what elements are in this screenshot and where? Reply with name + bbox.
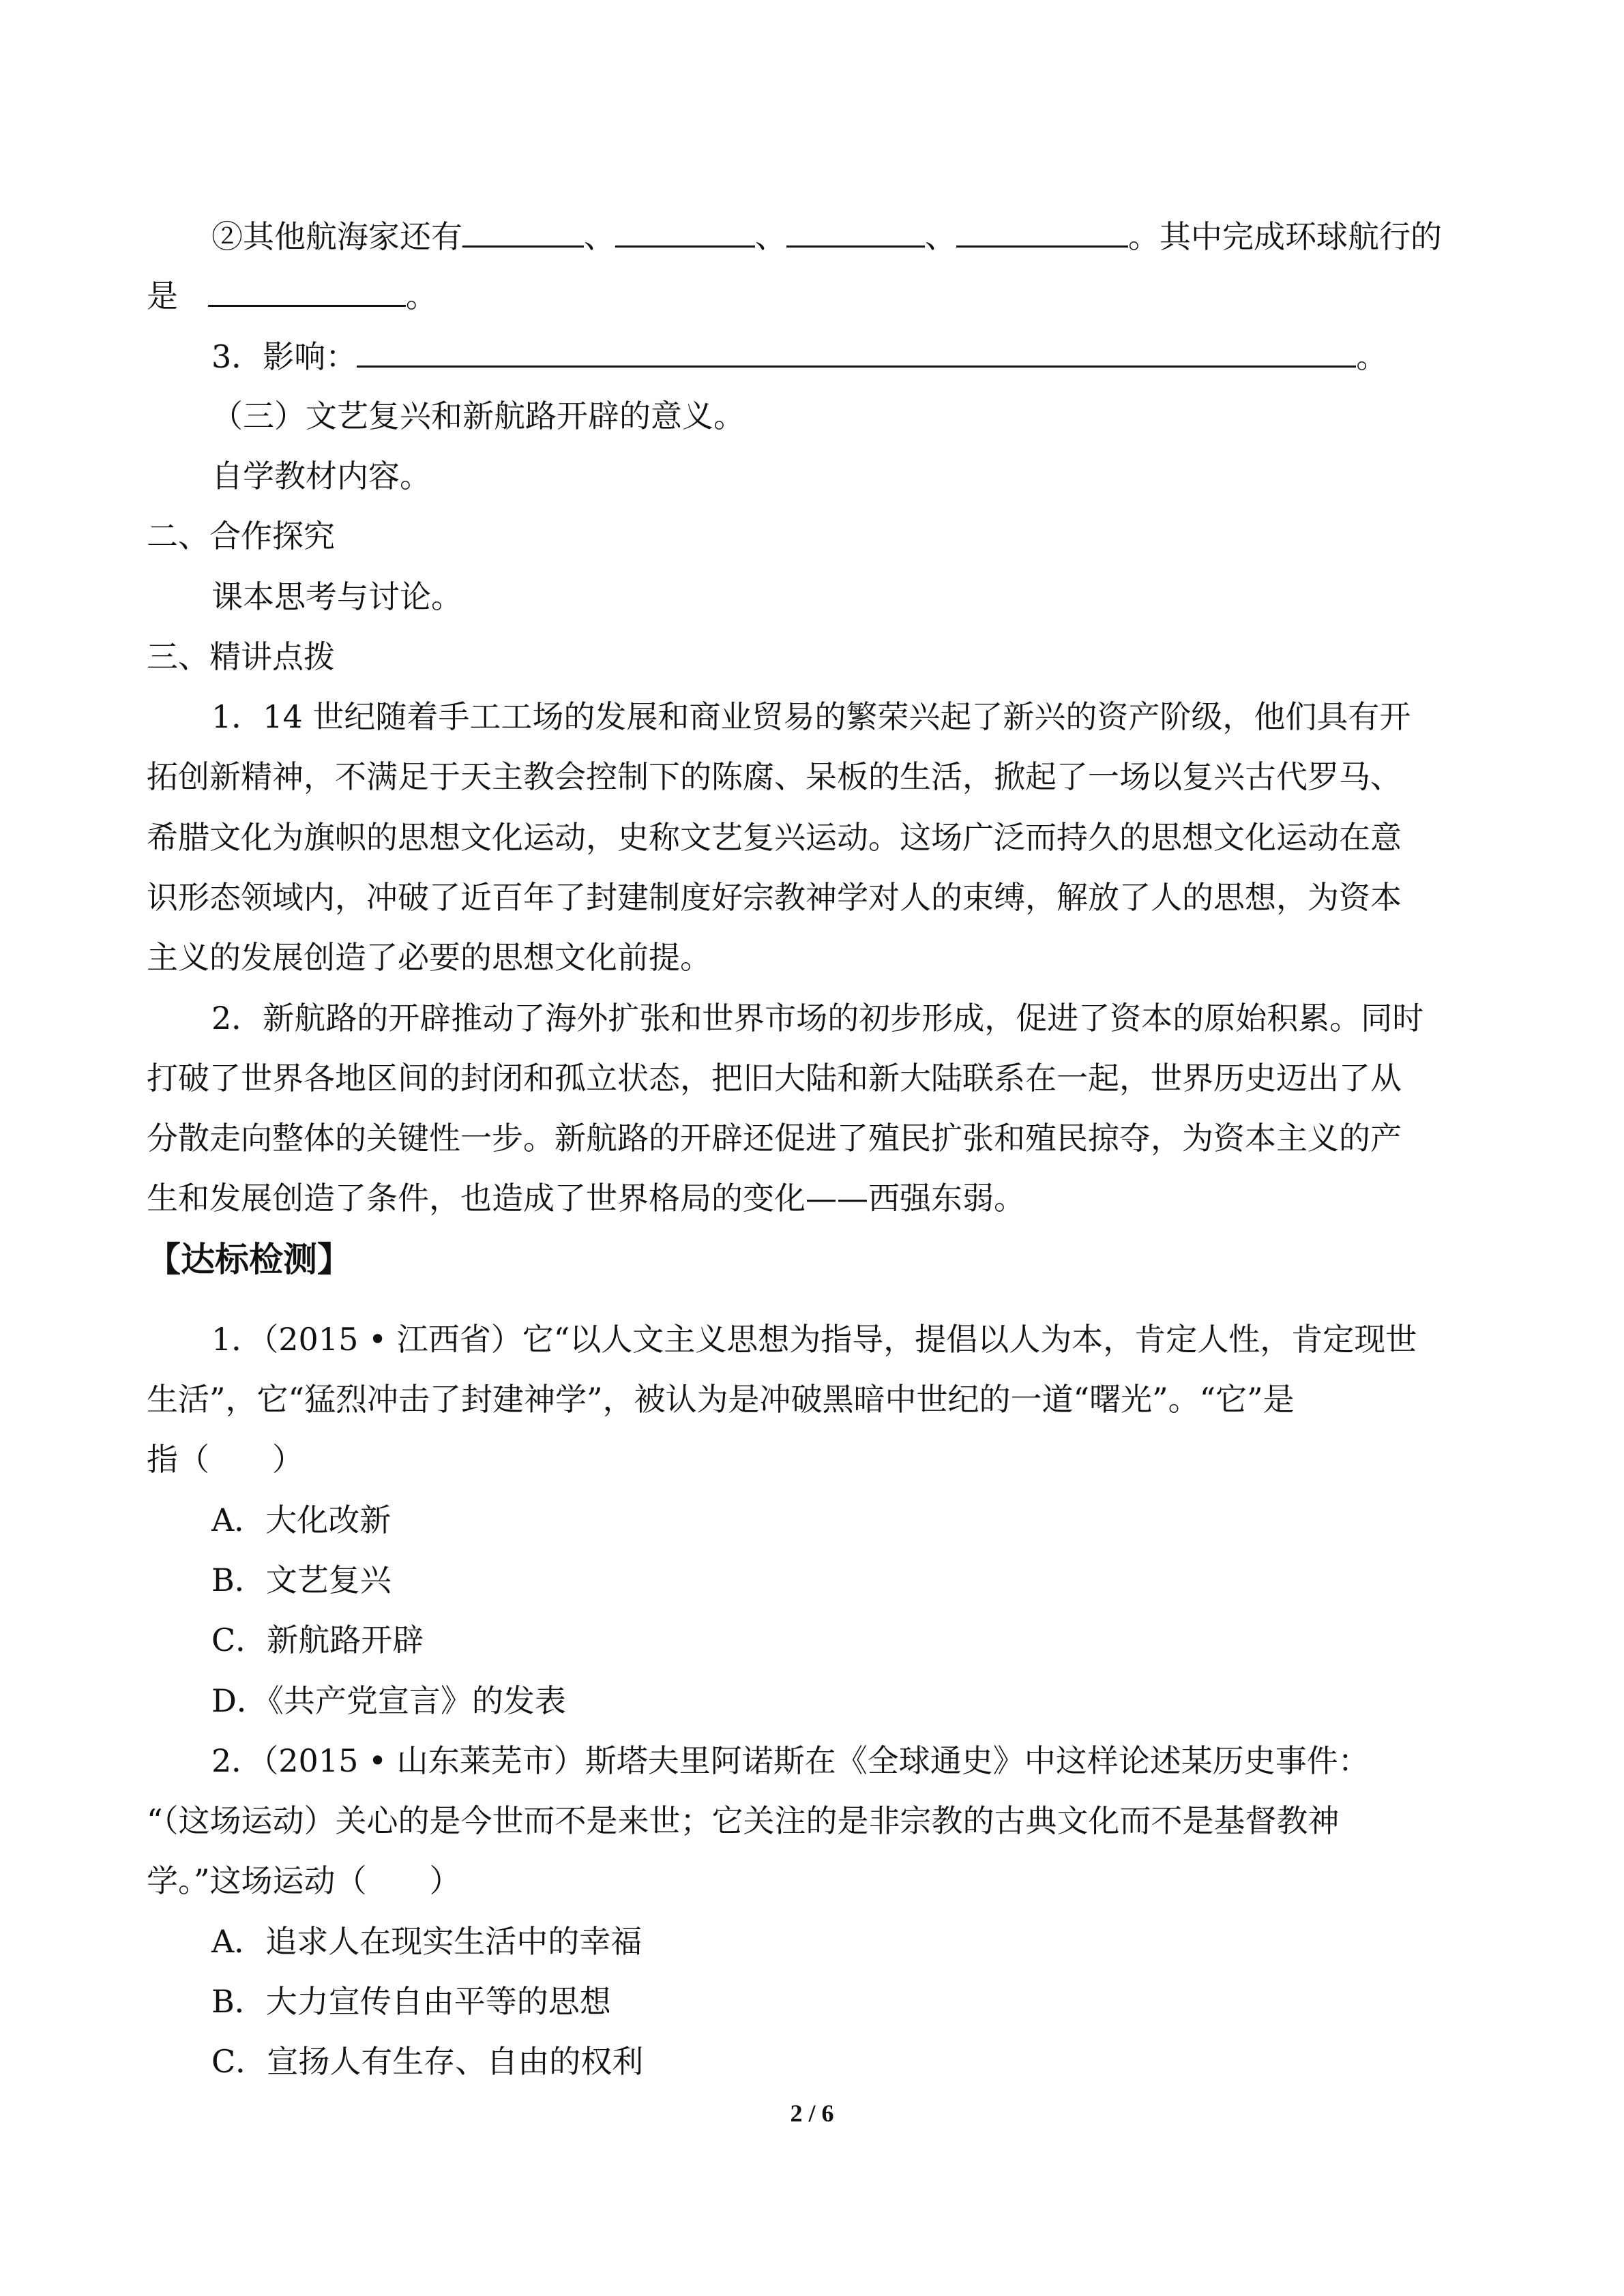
test-heading: 【达标检测】 [147,1240,351,1279]
separator: 、 [925,218,956,255]
paragraph-line: 主义的发展创造了必要的思想文化前提。 [147,939,711,976]
blank-circumnavigator[interactable] [208,275,406,307]
question-2-option-b[interactable]: B．大力宣传自由平等的思想 [211,1983,611,2020]
question-1-line: 生活”，它“猛烈冲击了封建神学”，被认为是冲破黑暗中世纪的一道“曙光”。“它”是 [147,1381,1295,1418]
influence-line [211,336,1387,377]
blank-navigator-4[interactable] [956,215,1128,248]
separator: 、 [584,218,615,255]
question-1-option-c[interactable]: C．新航路开辟 [211,1622,424,1658]
question-2-line: 学。”这场运动（ ） [147,1862,461,1899]
blank-navigator-3[interactable] [786,215,925,248]
question-1-option-b[interactable]: B．文艺复兴 [211,1562,392,1598]
question-2-option-a[interactable]: A．追求人在现实生活中的幸福 [211,1923,643,1960]
separator: 、 [755,218,786,255]
influence-suffix: 。 [1356,338,1388,375]
cooperation-text: 课本思考与讨论。 [211,578,462,615]
navigators-line-1-prefix: ②其他航海家还有 [211,218,462,255]
question-2-line: 2．（2015 • 山东莱芜市）斯塔夫里阿诺斯在《全球通史》中这样论述某历史事件： [211,1742,1370,1779]
question-2-option-c[interactable]: C．宣扬人有生存、自由的权利 [211,2043,644,2080]
paragraph-line: 打破了世界各地区间的封闭和孤立状态，把旧大陆和新大陆联系在一起，世界历史迈出了从 [147,1060,1402,1097]
navigators-line-1-suffix: 。其中完成环球航行的 [1128,218,1442,255]
paragraph-line: 分散走向整体的关键性一步。新航路的开辟还促进了殖民扩张和殖民掠夺，为资本主义的产 [147,1120,1402,1157]
question-1-option-d[interactable]: D．《共产党宣言》的发表 [211,1682,566,1719]
influence-prefix: 3．影响： [211,338,357,375]
self-study-text: 自学教材内容。 [211,458,431,494]
significance-heading: （三）文艺复兴和新航路开辟的意义。 [211,398,745,434]
paragraph-line: 生和发展创造了条件，也造成了世界格局的变化——西强东弱。 [147,1180,1025,1217]
navigators-line-2-suffix: 。 [405,278,437,314]
blank-navigator-2[interactable] [615,215,755,248]
blank-navigator-1[interactable] [462,215,584,248]
blank-influence[interactable] [357,336,1356,368]
navigators-line-2-prefix: 是 [147,278,178,314]
paragraph-line: 识形态领域内，冲破了近百年了封建制度好宗教神学对人的束缚，解放了人的思想，为资本 [147,879,1402,916]
question-1-option-a[interactable]: A．大化改新 [211,1502,392,1538]
question-2-line: “（这场运动）关心的是今世而不是来世；它关注的是非宗教的古典文化而不是基督教神 [147,1802,1340,1839]
explanation-heading: 三、精讲点拨 [147,638,335,675]
paragraph-line: 希腊文化为旗帜的思想文化运动，史称文艺复兴运动。这场广泛而持久的思想文化运动在意 [147,819,1402,856]
paragraph-line: 2．新航路的开辟推动了海外扩张和世界市场的初步形成，促进了资本的原始积累。同时 [211,1000,1424,1037]
paragraph-line: 1．14 世纪随着手工工场的发展和商业贸易的繁荣兴起了新兴的资产阶级，他们具有开 [211,698,1411,735]
page-number: 2 / 6 [790,2100,834,2127]
navigators-line-1 [211,215,1442,257]
question-1-line: 1．（2015 • 江西省）它“以人文主义思想为指导，提倡以人为本，肯定人性，肯定现世 [211,1321,1417,1358]
navigators-line-2 [147,275,437,316]
paragraph-line: 拓创新精神，不满足于天主教会控制下的陈腐、呆板的生活，掀起了一场以复兴古代罗马、 [147,758,1402,795]
cooperation-heading: 二、合作探究 [147,518,335,554]
question-1-line: 指（ ） [147,1441,304,1478]
